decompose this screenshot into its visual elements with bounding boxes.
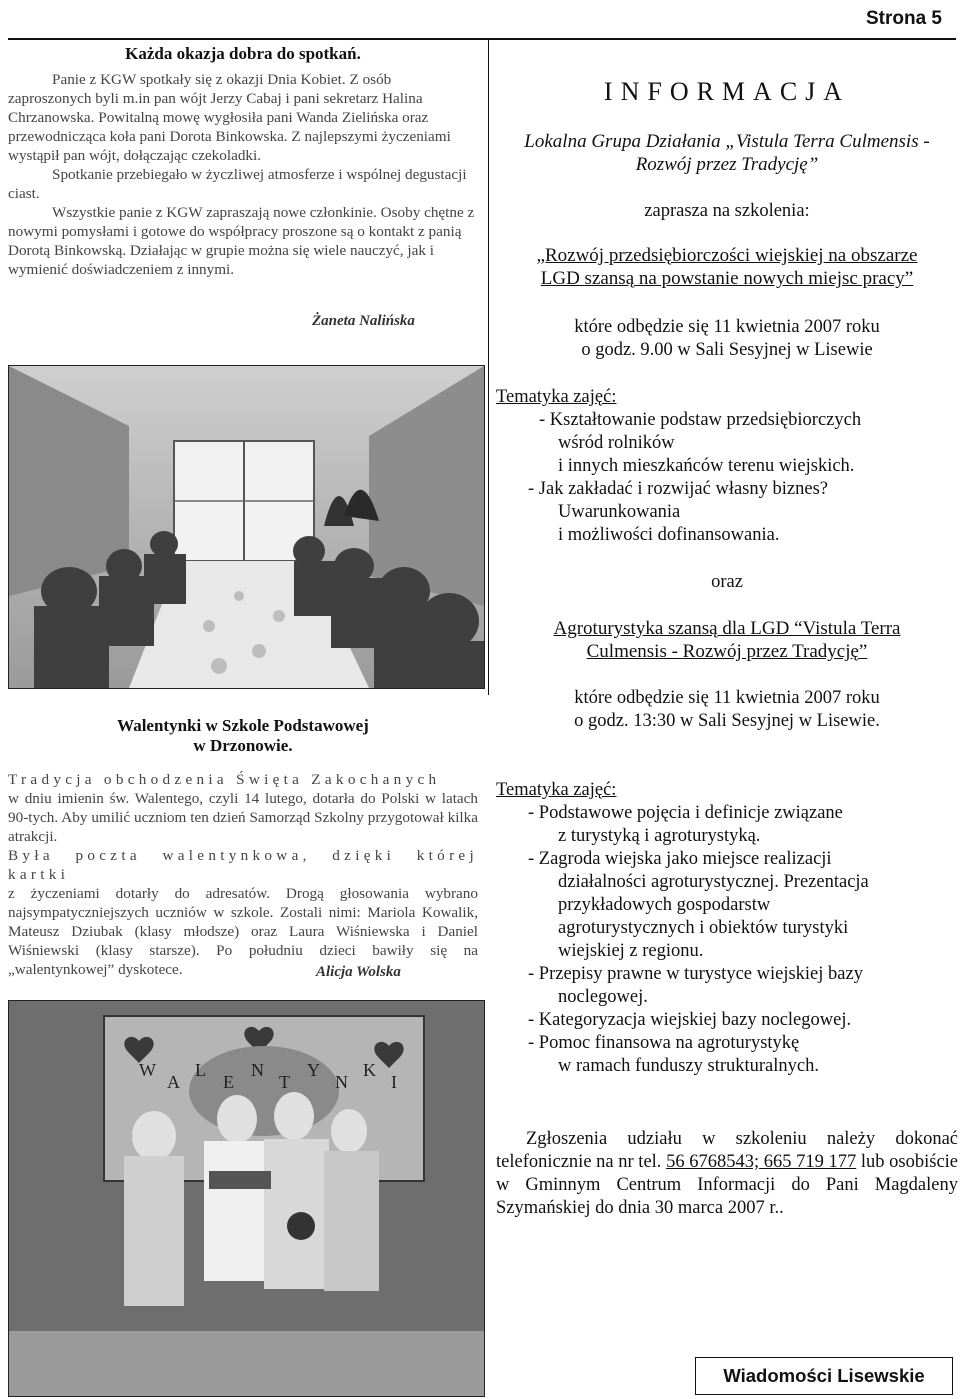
board-letter: N (335, 1072, 348, 1092)
contact-text: lub osobiście w Gminnym Centrum Informacji do Pani Magdaleny Szymańskiej do dnia 30 marca 2007 r.. (496, 1152, 959, 1218)
topic-line: wiejskiej z regionu. (558, 941, 704, 961)
topic-line: w ramach funduszy strukturalnych. (558, 1056, 819, 1076)
training1-title-line: LGD szansą na powstanie nowych miejsc pracy” (540, 268, 914, 289)
topic-line: Uwarunkowania (558, 502, 681, 522)
article1-title: Każda okazja dobra do spotkań. (125, 44, 361, 63)
topic-line: - Jak zakładać i rozwijać własny biznes? (528, 479, 828, 499)
oraz-label: oraz (711, 572, 743, 592)
article1-body (8, 70, 478, 279)
topic-line: wśród rolników (558, 433, 675, 453)
org-line: Lokalna Grupa Działania „Vistula Terra Culmensis - (524, 131, 930, 152)
article2-title (8, 716, 478, 756)
topic-line: - Przepisy prawne w turystyce wiejskiej bazy (528, 964, 863, 984)
training2-title (496, 617, 958, 663)
photo-valentines-illustration (9, 1001, 484, 1396)
photo-women-meeting-illustration (9, 366, 484, 688)
training1-title (496, 244, 958, 290)
photo-valentines-children (8, 1000, 485, 1397)
training2-topics-label: Tematyka zajęć: (496, 780, 617, 800)
article1-author: Żaneta Nalińska (312, 313, 415, 329)
training1-date (496, 316, 958, 362)
article2-title-line: w Drzonowie. (193, 736, 293, 755)
article2-paragraph: w dniu imienin św. Walentego, czyli 14 lutego, dotarła do Polski w latach 90-tych. Aby umilić uczniom ten dzień Samorząd Szkolny przygotował kilka atrakcji. (8, 790, 478, 845)
info-invite: zaprasza na szkolenia: (644, 201, 810, 221)
info-heading: INFORMACJA (603, 77, 851, 106)
board-letter: K (363, 1060, 376, 1080)
contact-paragraph (496, 1128, 958, 1220)
training2-topics (496, 802, 958, 1078)
board-letter: A (167, 1072, 180, 1092)
header-rule (8, 38, 956, 40)
training2-title-line: Agroturystyka szansą dla LGD “Vistula Terra (553, 618, 901, 639)
training1-title-line: „Rozwój przedsiębiorczości wiejskiej na obszarze (536, 245, 918, 266)
topic-line: noclegowej. (558, 987, 648, 1007)
board-letter: N (251, 1060, 264, 1080)
article2-author: Alicja Wolska (316, 964, 401, 980)
article1-paragraph: Wszystkie panie z KGW zapraszają nowe członkinie. Osoby chętne z nowymi pomysłami i gotowe do współpracy proszone są o kontakt z panią Dorotą Binkowską. Działając w grupie można się wiele nauczyć, jak i wymienić doświadczeniem z innymi. (8, 204, 475, 278)
info-organization (496, 130, 958, 176)
topic-line: z turystyką i agroturystyką. (558, 826, 761, 846)
column-divider (488, 40, 489, 695)
topic-line: przykładowych gospodarstw (558, 895, 771, 915)
board-letter: Y (307, 1060, 320, 1080)
training2-date-line: które odbędzie się 11 kwietnia 2007 roku (574, 688, 880, 708)
footer-title: Wiadomości Lisewskie (723, 1365, 925, 1386)
topic-line: i możliwości dofinansowania. (558, 525, 780, 545)
training1-date-line: o godz. 9.00 w Sali Sesyjnej w Lisewie (581, 340, 873, 360)
board-letter: E (223, 1072, 234, 1092)
footer-box (695, 1357, 953, 1395)
board-letter: L (195, 1060, 206, 1080)
topic-line: agroturystycznych i obiektów turystyki (558, 918, 849, 938)
article2-body (8, 770, 478, 979)
article2-lead: Tradycja obchodzenia Święta Zakochanych (8, 771, 441, 788)
topic-line: i innych mieszkańców terenu wiejskich. (558, 456, 855, 476)
contact-text: Zgłoszenia udziału w szkoleniu należy dokonać telefonicznie na nr tel. (496, 1129, 958, 1172)
contact-phone: 56 6768543; 665 719 177 (666, 1152, 857, 1172)
topic-line: - Kategoryzacja wiejskiej bazy noclegowej. (528, 1010, 852, 1030)
topic-line: działalności agroturystycznej. Prezentacja (558, 872, 869, 892)
page-number: Strona 5 (865, 8, 942, 29)
board-letter: W (139, 1060, 156, 1080)
board-letter: T (279, 1072, 290, 1092)
topic-line: - Pomoc finansowa na agroturystykę (528, 1033, 800, 1053)
article2-title-line: Walentynki w Szkole Podstawowej (117, 716, 369, 735)
article1-paragraph: Panie z KGW spotkały się z okazji Dnia Kobiet. Z osób zaproszonych byli m.in pan wójt Jerzy Cabaj i pani sekretarz Halina Chrzanowska. Powitalną mowę wygłosiła pani Wanda Zielińska oraz przewodnicząca koła pani Dorota Binkowska. Z najlepszymi życzeniami wystąpił pan wójt, dołączając czekoladki. (8, 71, 451, 164)
article2-paragraph: z życzeniami dotarły do adresatów. Drogą głosowania wybrano najsympatyczniejszych uczniów w szkole. Zostali nimi: Mariola Kowalik, Mateusz Dziubak (klasy młodsze) oraz Laura Wiśniewska i Daniel Wiśniewski (klasy starsze). Po południu dzieci bawiły się na „walentynkowej” dyskotece. (8, 885, 478, 978)
org-line: Rozwój przez Tradycję” (635, 154, 819, 175)
training2-title-line: Culmensis - Rozwój przez Tradycję” (586, 641, 868, 662)
photo-women-meeting (8, 365, 485, 689)
training2-date-line: o godz. 13:30 w Sali Sesyjnej w Lisewie. (574, 711, 880, 731)
article1-paragraph: Spotkanie przebiegało w życzliwej atmosferze i wspólnej degustacji ciast. (8, 166, 467, 202)
topic-line: - Podstawowe pojęcia i definicje związane (528, 803, 843, 823)
training2-date (496, 687, 958, 733)
article2-lead: Była poczta walentynkowa, dzięki której kartki (8, 847, 478, 883)
topic-line: - Kształtowanie podstaw przedsiębiorczych (539, 410, 862, 430)
board-letter: I (391, 1072, 397, 1092)
training1-topics (496, 409, 958, 547)
training1-date-line: które odbędzie się 11 kwietnia 2007 roku (574, 317, 880, 337)
topic-line: - Zagroda wiejska jako miejsce realizacji (528, 849, 832, 869)
training1-topics-label: Tematyka zajęć: (496, 387, 617, 407)
